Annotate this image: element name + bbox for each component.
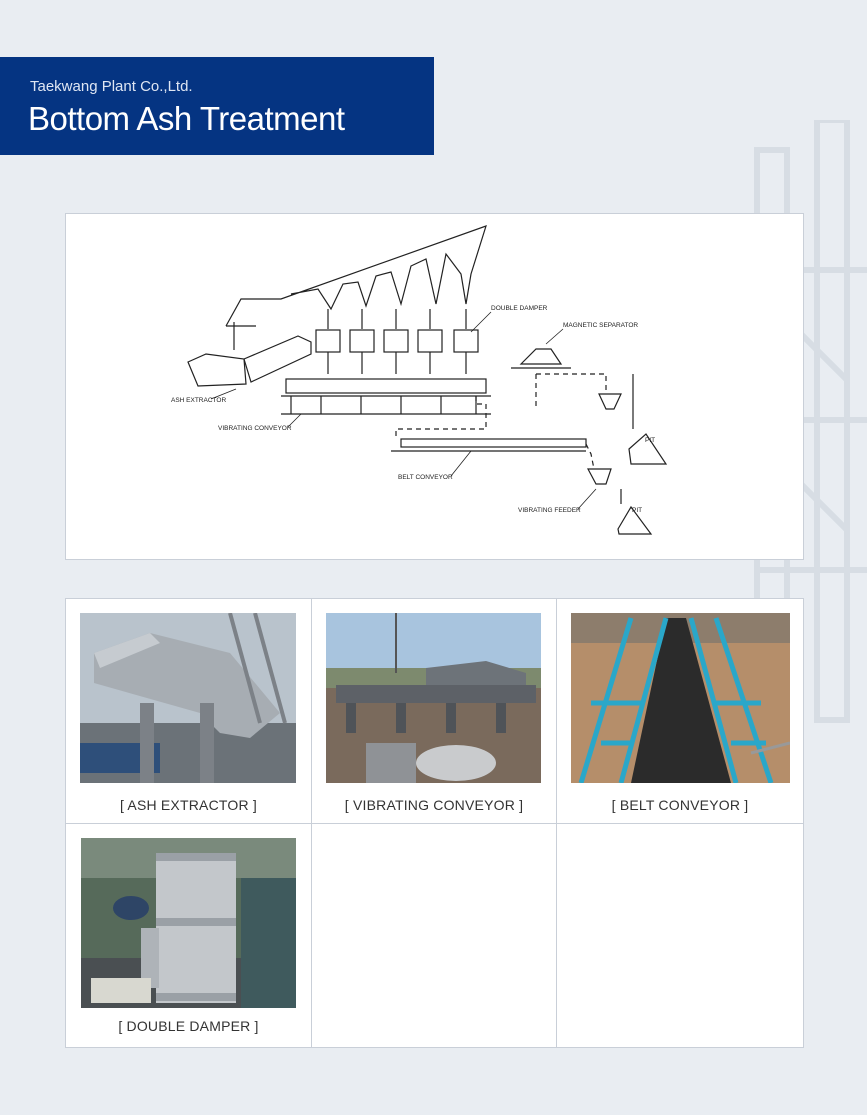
label-vibrating-conveyor: VIBRATING CONVEYOR [218, 425, 292, 432]
page-title: Bottom Ash Treatment [28, 100, 345, 137]
belt-conveyor-photo [571, 613, 790, 783]
label-double-damper: DOUBLE DAMPER [491, 305, 548, 312]
label-belt-conveyor: BELT CONVEYOR [398, 474, 453, 481]
gallery-caption: [ ASH EXTRACTOR ] [120, 797, 257, 813]
label-ash-extractor: ASH EXTRACTOR [171, 397, 227, 404]
vibrating-conveyor-photo [326, 613, 541, 783]
label-vibrating-feeder: VIBRATING FEEDER [518, 507, 581, 514]
label-magnetic-separator: MAGNETIC SEPARATOR [563, 322, 639, 329]
label-pit: PIT [632, 507, 643, 514]
gallery-caption: [ VIBRATING CONVEYOR ] [344, 797, 524, 813]
gallery-item [557, 599, 803, 823]
process-diagram [65, 213, 804, 560]
company-name: Taekwang Plant Co.,Ltd. [30, 78, 193, 95]
empty-gallery-cell [557, 824, 803, 1047]
equipment-gallery [65, 598, 804, 1048]
gallery-caption: [ BELT CONVEYOR ] [611, 797, 749, 813]
gallery-item [312, 599, 556, 823]
double-damper-photo [81, 838, 296, 1008]
gallery-caption: [ DOUBLE DAMPER ] [118, 1018, 259, 1034]
empty-gallery-cell [312, 824, 556, 1047]
title-banner [0, 57, 434, 155]
ash-extractor-photo [80, 613, 296, 783]
gallery-item [66, 599, 311, 823]
process-diagram-drawing [66, 214, 803, 559]
gallery-item [66, 824, 311, 1047]
label-pit: PIT [645, 437, 656, 444]
